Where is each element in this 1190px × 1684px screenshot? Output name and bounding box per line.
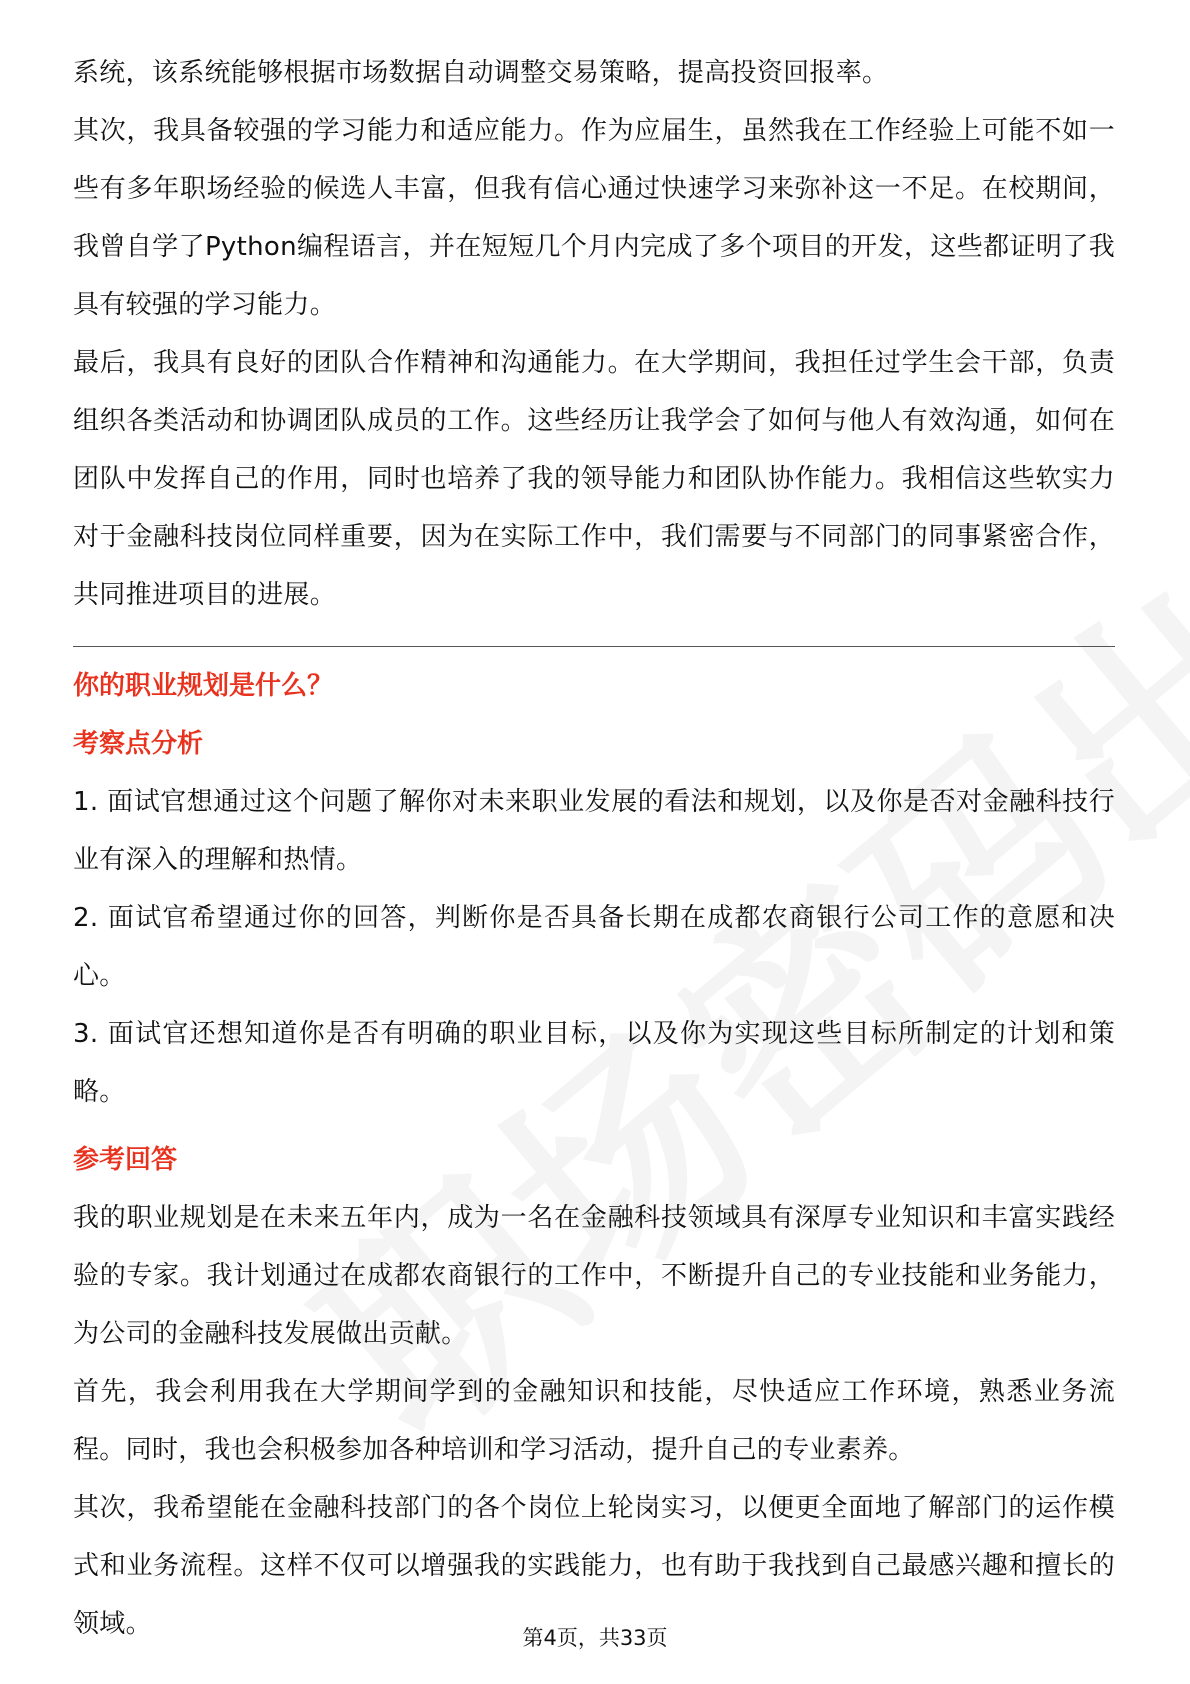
analysis-item: 1. 面试官想通过这个问题了解你对未来职业发展的看法和规划，以及你是否对金融科技行业有深入的理解和热情。 — [73, 787, 1115, 875]
page-content — [73, 44, 1115, 1653]
page-number-footer: 第4页，共33页 — [522, 1626, 668, 1650]
body-paragraph: 其次，我具备较强的学习能力和适应能力。作为应届生，虽然我在工作经验上可能不如一些有多年职场经验的候选人丰富，但我有信心通过快速学习来弥补这一不足。在校期间，我曾自学了Python编程语言，并在短短几个月内完成了多个项目的开发，这些都证明了我具有较强的学习能力。 — [73, 116, 1115, 320]
answer-paragraph: 其次，我希望能在金融科技部门的各个岗位上轮岗实习，以便更全面地了解部门的运作模式和业务流程。这样不仅可以增强我的实践能力，也有助于我找到自己最感兴趣和擅长的领域。 — [73, 1493, 1115, 1639]
answer-paragraph: 首先，我会利用我在大学期间学到的金融知识和技能，尽快适应工作环境，熟悉业务流程。同时，我也会积极参加各种培训和学习活动，提升自己的专业素养。 — [73, 1377, 1115, 1465]
analysis-heading: 考察点分析 — [73, 729, 204, 759]
analysis-item: 3. 面试官还想知道你是否有明确的职业目标，以及你为实现这些目标所制定的计划和策略。 — [73, 1019, 1115, 1107]
question-heading: 你的职业规划是什么？ — [73, 671, 334, 701]
answer-heading: 参考回答 — [73, 1145, 178, 1175]
body-paragraph: 最后，我具有良好的团队合作精神和沟通能力。在大学期间，我担任过学生会干部，负责组织各类活动和协调团队成员的工作。这些经历让我学会了如何与他人有效沟通，如何在团队中发挥自己的作用，同时也培养了我的领导能力和团队协作能力。我相信这些软实力对于金融科技岗位同样重要，因为在实际工作中，我们需要与不同部门的同事紧密合作，共同推进项目的进展。 — [73, 348, 1115, 610]
body-paragraph: 系统，该系统能够根据市场数据自动调整交易策略，提高投资回报率。 — [73, 58, 889, 88]
answer-paragraph: 我的职业规划是在未来五年内，成为一名在金融科技领域具有深厚专业知识和丰富实践经验的专家。我计划通过在成都农商银行的工作中，不断提升自己的专业技能和业务能力，为公司的金融科技发展做出贡献。 — [73, 1203, 1115, 1349]
section-divider — [73, 646, 1115, 647]
analysis-item: 2. 面试官希望通过你的回答，判断你是否具备长期在成都农商银行公司工作的意愿和决心。 — [73, 903, 1115, 991]
